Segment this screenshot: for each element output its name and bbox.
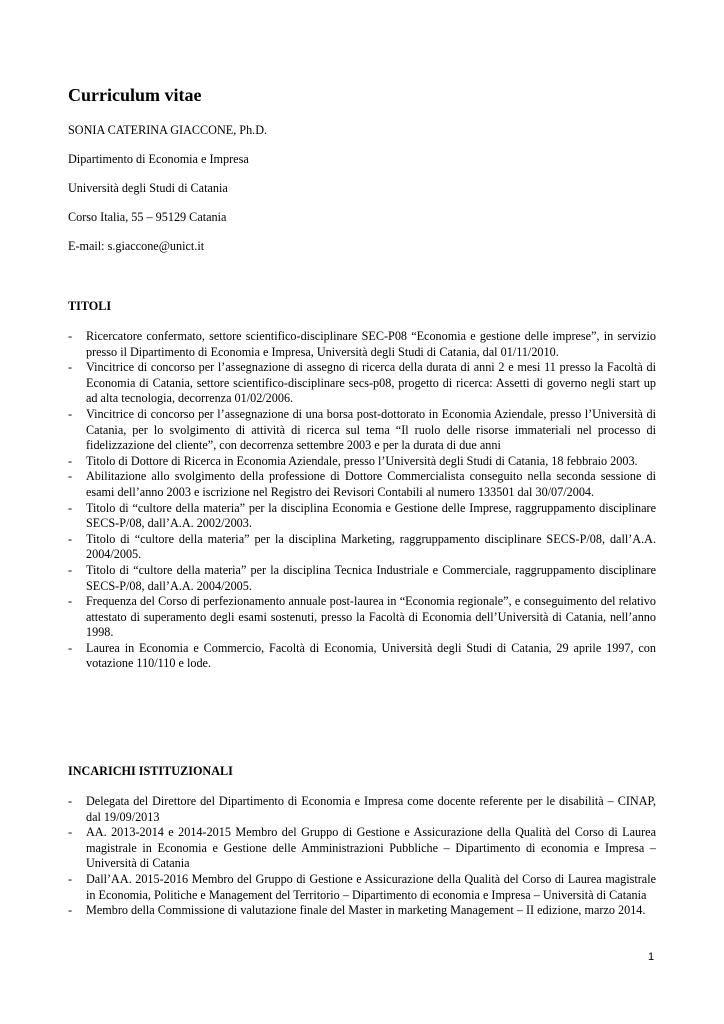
list-item-text: Abilitazione allo svolgimento della professione di Dottore Commercialista conseguito nella seconda sessione di esami dell’anno 2003 e iscrizione nel Registro dei Revisori Contabili al numero 133501 dal 30/07/2004. [86, 469, 656, 499]
list-item [68, 360, 656, 407]
list-item [68, 903, 656, 919]
list-item-text: Vincitrice di concorso per l’assegnazione di una borsa post-dottorato in Economia Aziendale, presso l’Università di Catania, per lo svolgimento di attività di ricerca sul tema “Il ruolo delle risorse immateriali nel processo di fidelizzazione del cliente”, con decorrenza settembre 2003 e per la durata di due anni [86, 406, 656, 453]
incarichi-list [68, 794, 656, 919]
list-item-text: Membro della Commissione di valutazione finale del Master in marketing Management – II edizione, marzo 2014. [86, 903, 646, 918]
contact-email: E-mail: s.giaccone@unict.it [68, 239, 205, 253]
list-item-text: Frequenza del Corso di perfezionamento annuale post-laurea in “Economia regionale”, e conseguimento del relativo attestato di superamento degli esami sostenuti, presso la Facoltà di Economia dell’Università di Catania, nell’anno 1998. [86, 594, 656, 640]
titoli-list [68, 329, 656, 672]
bullet-dash: - [68, 500, 73, 515]
list-item-text: AA. 2013-2014 e 2014-2015 Membro del Gruppo di Gestione e Assicurazione della Qualità del Corso di Laurea magistrale in Economia e Gestione delle Amministrazioni Pubbliche – Dipartimento di economia e Impresa – Università di Catania [86, 825, 656, 871]
list-item-text: Titolo di “cultore della materia” per la disciplina Tecnica Industriale e Commerciale, raggruppamento disciplinare SECS-P/08, dall’A.A. 2004/2005. [86, 562, 656, 593]
contact-university: Università degli Studi di Catania [68, 181, 228, 195]
list-item-text: Vincitrice di concorso per l’assegnazione di assegno di ricerca della durata di anni 2 e mesi 11 presso la Facoltà di Economia di Catania, settore scientifico-disciplinare secs-p08, progetto di ricerca: Assetti di governo negli start up ad alta tecnologia, decorrenza 01/02/2006. [86, 360, 656, 406]
contact-department: Dipartimento di Economia e Impresa [68, 152, 249, 166]
bullet-dash: - [68, 453, 73, 468]
list-item [68, 794, 656, 825]
list-item-text: Laurea in Economia e Commercio, Facoltà di Economia, Università degli Studi di Catania, 29 aprile 1997, con votazione 110/110 e lode. [86, 640, 656, 671]
bullet-dash: - [68, 562, 73, 577]
list-item-text: Titolo di “cultore della materia” per la disciplina Economia e Gestione delle Imprese, raggruppamento disciplinare SECS-P/08, dall’A.A. 2002/2003. [86, 500, 656, 531]
list-item [68, 501, 656, 532]
list-item [68, 407, 656, 454]
list-item [68, 454, 656, 470]
bullet-dash: - [68, 825, 73, 840]
list-item [68, 594, 656, 641]
section-heading-titoli: TITOLI [68, 299, 112, 313]
bullet-dash: - [68, 794, 73, 808]
list-item [68, 469, 656, 500]
bullet-dash: - [68, 469, 73, 484]
page-number: 1 [648, 951, 655, 963]
list-item [68, 563, 656, 594]
list-item [68, 825, 656, 872]
bullet-dash: - [68, 329, 73, 343]
bullet-dash: - [68, 871, 73, 886]
contact-address: Corso Italia, 55 – 95129 Catania [68, 210, 227, 224]
list-item [68, 641, 656, 672]
list-item-text: Titolo di “cultore della materia” per la disciplina Marketing, raggruppamento disciplinare SECS-P/08, dall’A.A. 2004/2005. [86, 531, 656, 562]
section-heading-incarichi: INCARICHI ISTITUZIONALI [68, 764, 233, 778]
bullet-dash: - [68, 903, 73, 918]
document-title: Curriculum vitae [68, 85, 202, 105]
list-item [68, 872, 656, 903]
bullet-dash: - [68, 531, 73, 546]
list-item [68, 329, 656, 360]
bullet-dash: - [68, 406, 73, 421]
bullet-dash: - [68, 640, 73, 655]
list-item-text: Ricercatore confermato, settore scientifico-disciplinare SEC-P08 “Economia e gestione delle imprese”, in servizio presso il Dipartimento di Economia e Impresa, Università degli Studi di Catania, dal 01/11/2010. [86, 329, 656, 359]
list-item-text: Delegata del Direttore del Dipartimento di Economia e Impresa come docente referente per le disabilità – CINAP, dal 19/09/2013 [86, 794, 656, 824]
contact-name: SONIA CATERINA GIACCONE, Ph.D. [68, 123, 268, 137]
list-item-text: Dall’AA. 2015-2016 Membro del Gruppo di Gestione e Assicurazione della Qualità del Corso di Laurea magistrale in Economia, Politiche e Management del Territorio – Dipartimento di economia e Impresa – Università di Catania [86, 871, 656, 902]
bullet-dash: - [68, 594, 73, 609]
list-item-text: Titolo di Dottore di Ricerca in Economia Aziendale, presso l’Università degli Studi di Catania, 18 febbraio 2003. [86, 453, 638, 468]
list-item [68, 532, 656, 563]
bullet-dash: - [68, 360, 73, 375]
